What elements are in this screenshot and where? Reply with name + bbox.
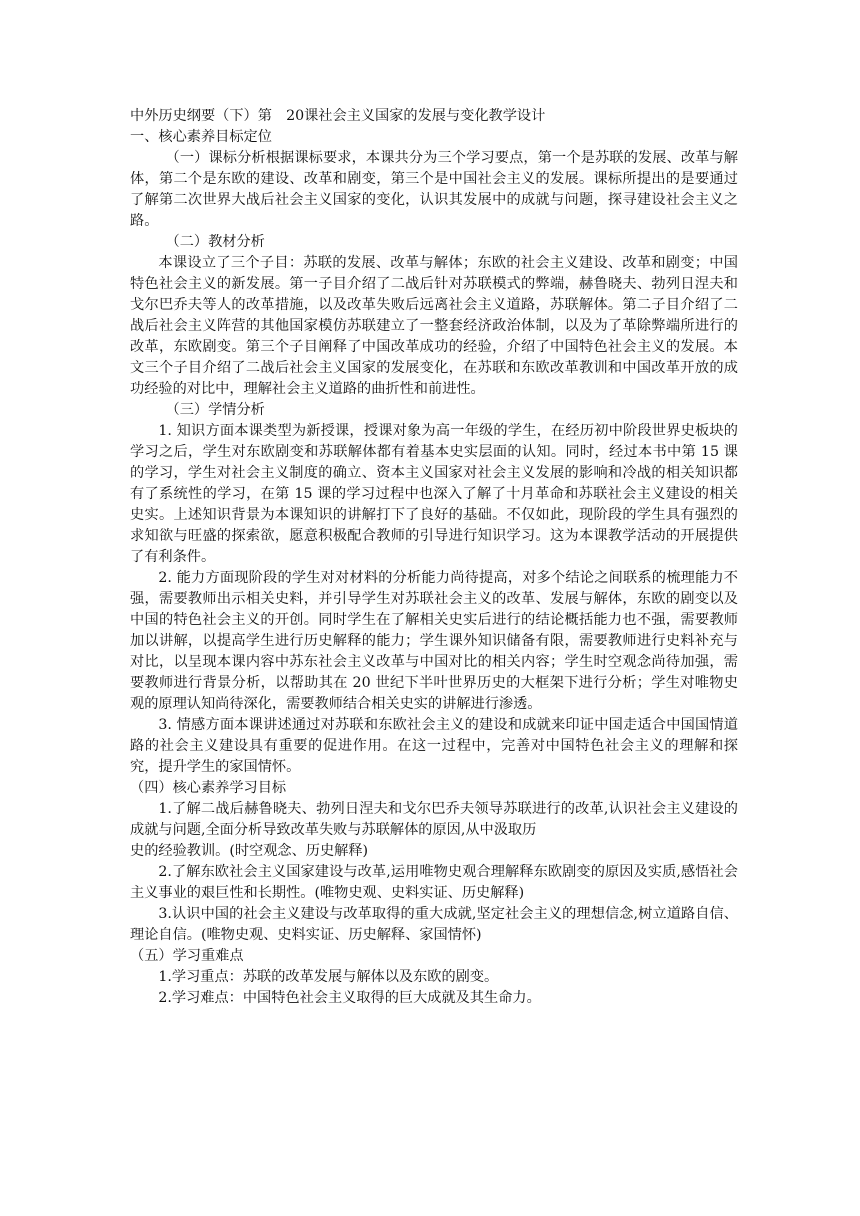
key-point: 1.学习重点：苏联的改革发展与解体以及东欧的剧变。 xyxy=(158,969,499,985)
learner-ability-paragraph: 2. 能力方面现阶段的学生对对材料的分析能力尚待提高，对多个结论之间联系的梳理能力不强，需要教师出示相关史料，并引导学生对苏联社会主义的改革、发展与解体，东欧的剧变以及中国的特色社会主义的开创。同时学生在了解相关史实后进行的结论概括能力也不强，需要教师加以讲解，以提高学生进行历史解释的能力；学生课外知识储备有限，需要教师进行史料补充与对比，以呈现本课内容中苏东社会主义改革与中国对比的相关内容；学生时空观念尚待加强，需要教师进行背景分析，以帮助其在 20 世纪下半叶世界历史的大框架下进行分析；学生对唯物史观的原理认知尚待深化，需要教师结合相关史实的讲解进行渗透。 xyxy=(130,570,738,712)
curriculum-analysis-paragraph: （一）课标分析根据课标要求，本课共分为三个学习要点，第一个是苏联的发展、改革与解体，第二个是东欧的建设、改革和剧变，第三个是中国社会主义的发展。课标所提出的是要通过了解第二次世界大战后社会主义国家的变化，认识其发展中的成就与问题，探寻建设社会主义之路。 xyxy=(130,150,738,229)
textbook-analysis-heading: （二）教材分析 xyxy=(165,234,265,250)
learner-analysis-heading: （三）学情分析 xyxy=(165,402,265,418)
document-page xyxy=(130,106,738,1009)
key-difficult-points-heading: （五）学习重难点 xyxy=(130,948,244,964)
document-title: 中外历史纲要（下）第 20课社会主义国家的发展与变化教学设计 xyxy=(130,108,546,124)
learning-goal-3: 3.认识中国的社会主义建设与改革取得的重大成就,坚定社会主义的理想信念,树立道路自信、理论自信。(唯物史观、史料实证、历史解释、家国情怀) xyxy=(130,906,738,943)
textbook-analysis-paragraph: 本课设立了三个子目：苏联的发展、改革与解体；东欧的社会主义建设、改革和剧变；中国特色社会主义的新发展。第一子目介绍了二战后针对苏联模式的弊端，赫鲁晓夫、勃列日涅夫和戈尔巴乔夫等人的改革措施，以及改革失败后远离社会主义道路，苏联解体。第二子目介绍了二战后社会主义阵营的其他国家模仿苏联建立了一整套经济政治体制，以及为了革除弊端所进行的改革，东欧剧变。第三个子目阐释了中国改革成功的经验，介绍了中国特色社会主义的发展。本文三个子目介绍了二战后社会主义国家的发展变化，在苏联和东欧改革教训和中国改革开放的成功经验的对比中，理解社会主义道路的曲折性和前进性。 xyxy=(130,255,738,397)
difficult-point: 2.学习难点：中国特色社会主义取得的巨大成就及其生命力。 xyxy=(158,990,541,1006)
learning-goal-2: 2.了解东欧社会主义国家建设与改革,运用唯物史观合理解释东欧剧变的原因及实质,感悟社会主义事业的艰巨性和长期性。(唯物史观、史料实证、历史解释) xyxy=(130,864,738,901)
section-heading-core-literacy: 一、核心素养目标定位 xyxy=(130,129,272,145)
learner-emotion-paragraph: 3. 情感方面本课讲述通过对苏联和东欧社会主义的建设和成就来印证中国走适合中国国情道路的社会主义建设具有重要的促进作用。在这一过程中，完善对中国特色社会主义的理解和探究，提升学生的家国情怀。 xyxy=(130,717,738,775)
learning-goal-1-continued: 史的经验教训。(时空观念、历史解释) xyxy=(130,843,369,859)
learning-goals-heading: （四）核心素养学习目标 xyxy=(130,780,287,796)
learner-knowledge-paragraph: 1. 知识方面本课类型为新授课，授课对象为高一年级的学生，在经历初中阶段世界史板块的学习之后，学生对东欧剧变和苏联解体都有着基本史实层面的认知。同时，经过本书中第 15 课的学习，学生对社会主义制度的确立、资本主义国家对社会主义发展的影响和冷战的相关知识都有了系统性的学习，在第 15 课的学习过程中也深入了解了十月革命和苏联社会主义建设的相关史实。上述知识背景为本课知识的讲解打下了良好的基础。不仅如此，现阶段的学生具有强烈的求知欲与旺盛的探索欲，愿意积极配合教师的引导进行知识学习。这为本课教学活动的开展提供了有利条件。 xyxy=(130,423,738,565)
learning-goal-1: 1.了解二战后赫鲁晓夫、勃列日涅夫和戈尔巴乔夫领导苏联进行的改革,认识社会主义建设的成就与问题,全面分析导致改革失败与苏联解体的原因,从中汲取历 xyxy=(130,801,738,838)
